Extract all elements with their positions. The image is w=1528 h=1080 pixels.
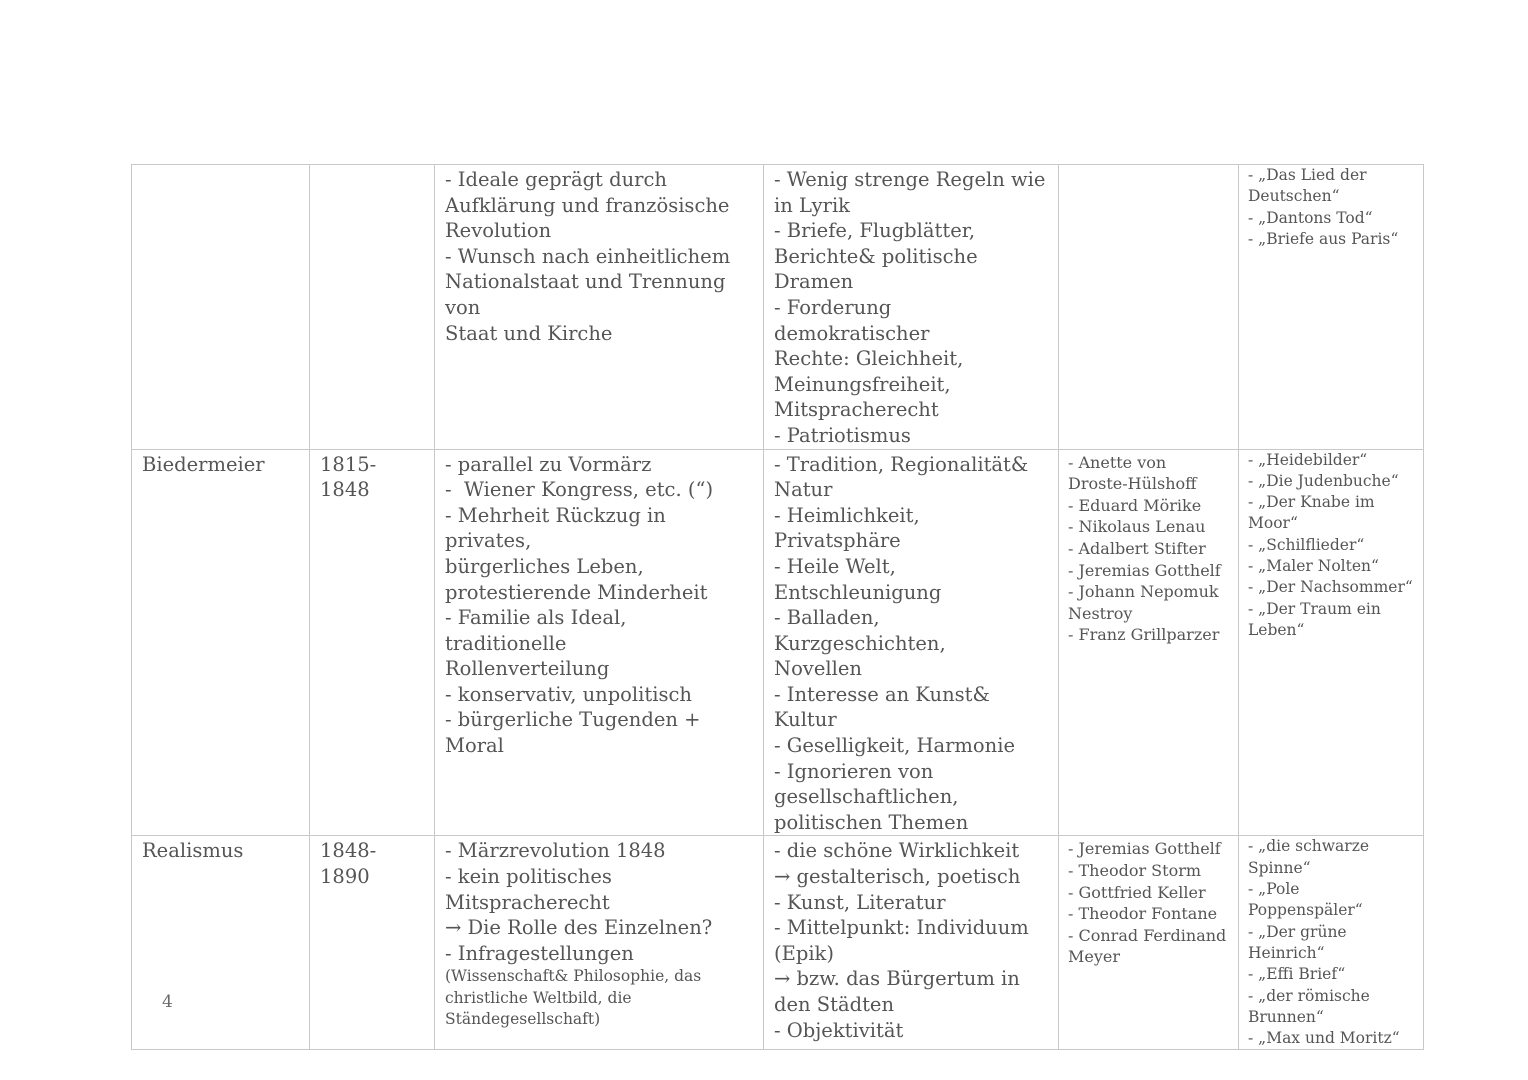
features-cell-line: - Ignorieren von	[774, 759, 934, 783]
features-cell-line: politischen Themen	[774, 810, 969, 834]
authors-cell-line: - Nikolaus Lenau	[1068, 517, 1206, 537]
background-cell-line: Aufklärung und französische	[445, 193, 730, 217]
features-cell-line: - Forderung demokratischer	[774, 295, 930, 345]
authors-cell-line: - Conrad Ferdinand	[1068, 925, 1227, 945]
background-cell-line: - Märzrevolution 1848	[445, 839, 666, 863]
features-cell	[764, 449, 1059, 836]
background-note-line: (Wissenschaft& Philosophie, das	[445, 967, 702, 986]
features-cell-line: - die schöne Wirklichkeit	[774, 839, 1020, 863]
authors-cell-line: - Johann Nepomuk	[1068, 582, 1219, 602]
features-cell-line: Novellen	[774, 657, 862, 681]
works-cell-line: - „Der Nachsommer“	[1248, 578, 1413, 597]
background-cell-line: - bürgerliche Tugenden + Moral	[445, 708, 707, 758]
authors-cell-line: - Franz Grillparzer	[1068, 625, 1220, 645]
authors-cell-line: - Adalbert Stifter	[1068, 538, 1206, 558]
works-cell-line: - „Maler Nolten“	[1248, 557, 1379, 576]
features-cell-line: - Wenig strenge Regeln wie	[774, 168, 1046, 191]
period-cell	[310, 836, 435, 1050]
works-cell-line: - „Schilflieder“	[1248, 535, 1365, 554]
features-cell	[764, 165, 1059, 450]
background-note-line: Ständegesellschaft)	[445, 1010, 601, 1029]
features-cell-line: in Lyrik	[774, 193, 850, 217]
works-cell-line: - „der römische	[1248, 986, 1370, 1005]
background-cell-line: bürgerliches Leben,	[445, 554, 644, 578]
works-cell-line: Heinrich“	[1248, 943, 1325, 962]
background-cell	[435, 836, 764, 1050]
background-cell-line: - Mehrheit Rückzug in privates,	[445, 503, 673, 553]
epochs-table	[131, 164, 1424, 1050]
works-cell-line: - „Dantons Tod“	[1248, 208, 1373, 227]
authors-cell	[1059, 836, 1239, 1050]
features-cell-line: - Kunst, Literatur	[774, 890, 946, 914]
authors-cell-line: - Gottfried Keller	[1068, 882, 1206, 902]
features-cell-line: → bzw. das Bürgertum in	[774, 967, 1020, 991]
background-cell-line: Revolution	[445, 219, 552, 243]
works-cell-line: - „Briefe aus Paris“	[1248, 229, 1399, 248]
background-cell-line: Staat und Kirche	[445, 321, 613, 345]
background-cell-line: - Familie als Ideal, traditionelle	[445, 606, 633, 655]
works-cell-line: - „Effi Brief“	[1248, 965, 1346, 984]
authors-cell-line: Droste-Hülshoff	[1068, 474, 1197, 494]
features-cell-line: den Städten	[774, 993, 895, 1016]
period-cell-line: 1848-1890	[320, 839, 377, 889]
features-cell-line: - Heimlichkeit, Privatsphäre	[774, 503, 926, 553]
background-cell-line: - parallel zu Vormärz	[445, 452, 652, 476]
works-cell-line: - „Der grüne	[1248, 922, 1347, 941]
authors-cell-line: - Theodor Storm	[1068, 861, 1202, 881]
works-cell	[1239, 449, 1424, 836]
background-cell-line: - kein politisches	[445, 865, 612, 889]
period-cell	[310, 449, 435, 836]
works-cell-line: Moor“	[1248, 514, 1298, 533]
works-cell-line: Leben“	[1248, 620, 1305, 639]
background-cell-line: Rollenverteilung	[445, 657, 610, 681]
authors-cell	[1059, 449, 1239, 836]
features-cell-line: - Balladen, Kurzgeschichten,	[774, 606, 946, 655]
features-cell-line: - Mittelpunkt: Individuum	[774, 916, 1029, 940]
works-cell-line: - „Heidebilder“	[1248, 450, 1368, 469]
epoch-cell-line: Biedermeier	[142, 452, 265, 476]
features-cell-line: - Interesse an Kunst& Kultur	[774, 682, 997, 732]
epoch-cell-line: Realismus	[142, 839, 244, 863]
authors-cell-line: Nestroy	[1068, 603, 1133, 623]
background-cell-line: Nationalstaat und Trennung von	[445, 270, 732, 319]
background-cell-line: - Wunsch nach einheitlichem	[445, 244, 731, 268]
features-cell-line: - Objektivität	[774, 1018, 904, 1042]
period-cell-line: 1815-1848	[320, 452, 377, 502]
table-row	[132, 836, 1424, 1050]
features-cell-line: Mitspracherecht	[774, 398, 939, 422]
background-cell-line: protestierende Minderheit	[445, 580, 708, 604]
works-cell-line: Brunnen“	[1248, 1007, 1324, 1026]
background-cell-line: - Ideale geprägt durch	[445, 168, 667, 191]
epoch-cell	[132, 836, 310, 1050]
features-cell-line: - Patriotismus	[774, 423, 911, 447]
features-cell-line: gesellschaftlichen,	[774, 785, 959, 809]
background-cell-line: - Infragestellungen	[445, 941, 634, 965]
features-cell-line: Berichte& politische Dramen	[774, 244, 984, 294]
works-cell-line: - „Die Judenbuche“	[1248, 471, 1399, 490]
works-cell-line: Poppenspäler“	[1248, 901, 1363, 920]
works-cell-line: Deutschen“	[1248, 187, 1340, 206]
period-cell	[310, 165, 435, 450]
features-cell-line: - Tradition, Regionalität&	[774, 452, 1029, 476]
works-cell-line: - „Max und Moritz“	[1248, 1029, 1400, 1048]
background-cell-line: Mitspracherecht	[445, 890, 610, 914]
epoch-cell	[132, 449, 310, 836]
features-cell-line: → gestalterisch, poetisch	[774, 865, 1021, 889]
epoch-cell	[132, 165, 310, 450]
features-cell-line: Meinungsfreiheit,	[774, 372, 951, 396]
works-cell-line: - „Der Traum ein	[1248, 599, 1381, 618]
epochs-table-body	[132, 165, 1424, 1050]
works-cell-line: - „Der Knabe im	[1248, 493, 1375, 512]
features-cell-line: - Geselligkeit, Harmonie	[774, 734, 1015, 758]
background-note-line: christliche Weltbild, die	[445, 988, 632, 1007]
features-cell	[764, 836, 1059, 1050]
works-cell	[1239, 165, 1424, 450]
authors-cell	[1059, 165, 1239, 450]
table-row	[132, 449, 1424, 836]
authors-cell-line: - Anette von	[1068, 452, 1167, 472]
authors-cell-line: - Theodor Fontane	[1068, 904, 1218, 924]
background-cell	[435, 449, 764, 836]
authors-cell-line: - Eduard Mörike	[1068, 495, 1202, 515]
authors-cell-line: Meyer	[1068, 947, 1121, 967]
table-row	[132, 165, 1424, 450]
features-cell-line: Rechte: Gleichheit,	[774, 347, 964, 371]
works-cell-line: - „Pole	[1248, 880, 1300, 899]
works-cell-line: - „Das Lied der	[1248, 166, 1367, 184]
authors-cell-line: - Jeremias Gotthelf	[1068, 839, 1221, 859]
works-cell-line: - „die schwarze	[1248, 837, 1370, 856]
features-cell-line: Natur	[774, 478, 833, 502]
background-cell-line: → Die Rolle des Einzelnen?	[445, 916, 713, 940]
works-cell	[1239, 836, 1424, 1050]
authors-cell-line: - Jeremias Gotthelf	[1068, 560, 1221, 580]
works-cell-line: Spinne“	[1248, 858, 1311, 877]
features-cell-line: - Heile Welt, Entschleunigung	[774, 554, 942, 604]
background-cell-line: - Wiener Kongress, etc. (“)	[445, 478, 714, 502]
background-cell-line: - konservativ, unpolitisch	[445, 682, 692, 706]
features-cell-line: - Briefe, Flugblätter,	[774, 219, 976, 243]
background-cell	[435, 165, 764, 450]
features-cell-line: (Epik)	[774, 941, 834, 965]
page-number: 4	[162, 992, 173, 1012]
